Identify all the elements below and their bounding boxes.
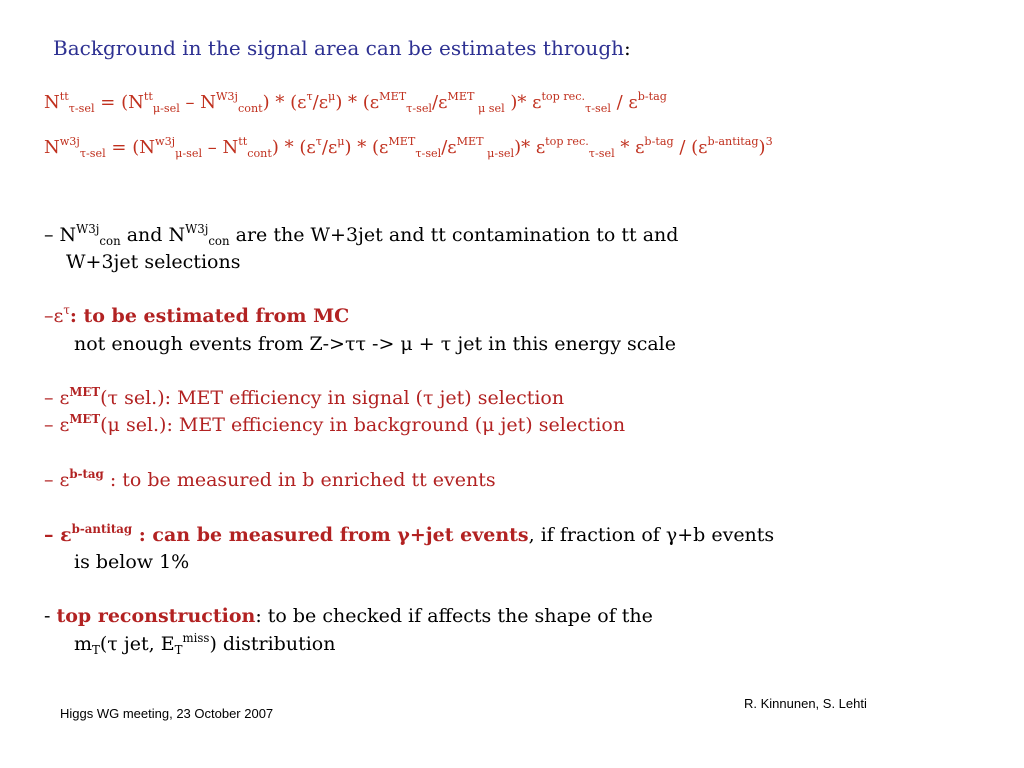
eq2-sup: MET xyxy=(388,135,416,149)
b1-sup: W3j xyxy=(185,221,209,236)
equation-n-tt xyxy=(44,92,667,113)
eq2-sub: μ-sel xyxy=(175,146,203,160)
b1-part: and N xyxy=(120,224,186,246)
b3-part: (τ sel.): MET efficiency in signal (τ jet) selection xyxy=(100,387,565,409)
eq2-sup: 3 xyxy=(765,135,773,149)
bullet-antitag xyxy=(44,521,775,546)
b6-part: , if fraction of γ+b events xyxy=(528,524,775,546)
eq2-sub: τ-sel xyxy=(415,146,442,160)
title-colon: : xyxy=(624,36,631,60)
b1-sub: con xyxy=(99,234,121,249)
eq2-part: ) * (ε xyxy=(344,137,389,158)
bullet-antitag-cont: is below 1% xyxy=(74,551,190,573)
eq2-sup: b-tag xyxy=(644,135,674,149)
b2-part: –ε xyxy=(44,305,64,327)
eq1-part: /ε xyxy=(432,92,448,113)
eq2-part: /ε xyxy=(441,137,457,158)
footer-meeting: Higgs WG meeting, 23 October 2007 xyxy=(60,706,274,721)
eq2-part: )* ε xyxy=(514,137,546,158)
bullet-btag xyxy=(44,466,496,491)
b5-part: – ε xyxy=(44,469,70,491)
eq2-sup: w3j xyxy=(59,135,80,149)
b6-sup: b-antitag xyxy=(71,521,133,536)
b7b-part: ) distribution xyxy=(209,633,336,655)
b1-part: – N xyxy=(44,224,77,246)
eq2-sub: μ-sel xyxy=(483,146,515,160)
eq1-sub: τ-sel xyxy=(68,101,95,115)
eq2-part: / (ε xyxy=(673,137,708,158)
equation-n-w3j xyxy=(44,137,773,158)
eq1-sup: MET xyxy=(447,90,475,104)
eq1-sup: top rec. xyxy=(541,90,586,104)
eq1-part: / ε xyxy=(610,92,638,113)
eq1-part: )* ε xyxy=(504,92,542,113)
b1-sup: W3j xyxy=(76,221,100,236)
eq1-sup: W3j xyxy=(215,90,238,104)
bullet-met-mu xyxy=(44,411,626,436)
eq1-sub: μ-sel xyxy=(152,101,180,115)
b4-part: – ε xyxy=(44,414,70,436)
eq2-sup: tt xyxy=(238,135,248,149)
bullet-top-reco-cont xyxy=(74,630,336,658)
bullet-met-tau xyxy=(44,384,565,409)
eq2-part: ) * (ε xyxy=(271,137,316,158)
eq2-sup: MET xyxy=(456,135,484,149)
eq1-sub: τ-sel xyxy=(406,101,432,115)
eq1-part: /ε xyxy=(312,92,329,113)
b3-part: – ε xyxy=(44,387,70,409)
eq1-sup: tt xyxy=(143,90,153,104)
eq1-sub: τ-sel xyxy=(585,101,611,115)
b1-sub: con xyxy=(208,234,230,249)
b7b-sub: T xyxy=(92,643,100,658)
eq1-part: ) * (ε xyxy=(262,92,307,113)
eq1-sup: μ xyxy=(328,90,336,104)
eq2-sup: μ xyxy=(337,135,345,149)
b4-sup: MET xyxy=(69,411,101,426)
eq1-sup: MET xyxy=(379,90,407,104)
slide-title xyxy=(53,36,631,60)
b7b-sub: T xyxy=(174,643,183,658)
footer-authors: R. Kinnunen, S. Lehti xyxy=(744,696,867,711)
eq2-sup: b-antitag xyxy=(707,135,759,149)
b7b-part: m xyxy=(74,633,93,655)
eq2-part: – N xyxy=(202,137,239,158)
eq1-sup: b-tag xyxy=(637,90,667,104)
b6-bold: : can be measured from γ+jet events xyxy=(132,524,529,546)
eq2-sup: w3j xyxy=(155,135,176,149)
eq1-part: = (N xyxy=(94,92,144,113)
b5-part: : to be measured in b enriched tt events xyxy=(103,469,496,491)
b4-part: (μ sel.): MET efficiency in background (μ jet) selection xyxy=(100,414,626,436)
b7-part: - xyxy=(44,605,57,627)
eq2-sub: τ-sel xyxy=(588,146,615,160)
eq2-sub: τ-sel xyxy=(79,146,106,160)
eq2-part: ) xyxy=(758,137,766,158)
eq2-sub: cont xyxy=(247,146,272,160)
eq1-sup: tt xyxy=(59,90,69,104)
eq1-part: N xyxy=(44,92,60,113)
eq1-sub: μ sel xyxy=(474,101,505,115)
b2-bold: : to be estimated from MC xyxy=(69,305,350,327)
bullet-top-reco xyxy=(44,605,653,627)
bullet-eps-tau-cont: not enough events from Z->ττ -> μ + τ jet in this energy scale xyxy=(74,333,677,355)
eq1-part: ) * (ε xyxy=(335,92,380,113)
eq2-part: N xyxy=(44,137,60,158)
b7-bold: top reconstruction xyxy=(56,605,256,627)
bullet-contamination-cont: W+3jet selections xyxy=(66,251,241,273)
eq2-part: = (N xyxy=(105,137,156,158)
eq2-part: /ε xyxy=(321,137,338,158)
b7-part: : to be checked if affects the shape of the xyxy=(255,605,653,627)
b3-sup: MET xyxy=(69,384,101,399)
b6-part: – ε xyxy=(44,524,72,546)
b1-part: are the W+3jet and tt contamination to tt and xyxy=(229,224,679,246)
eq1-sub: cont xyxy=(238,101,263,115)
b7b-part: (τ jet, E xyxy=(99,633,175,655)
b5-sup: b-tag xyxy=(69,466,104,481)
eq1-part: – N xyxy=(179,92,216,113)
b2-sup: τ xyxy=(63,302,70,317)
eq1-sup: τ xyxy=(306,90,313,104)
bullet-eps-tau xyxy=(44,302,350,327)
b7b-sup: miss xyxy=(182,630,210,645)
eq2-part: * ε xyxy=(614,137,645,158)
eq2-sup: τ xyxy=(315,135,322,149)
eq2-sup: top rec. xyxy=(545,135,589,149)
bullet-contamination xyxy=(44,221,679,249)
title-text: Background in the signal area can be estimates through xyxy=(53,36,624,60)
